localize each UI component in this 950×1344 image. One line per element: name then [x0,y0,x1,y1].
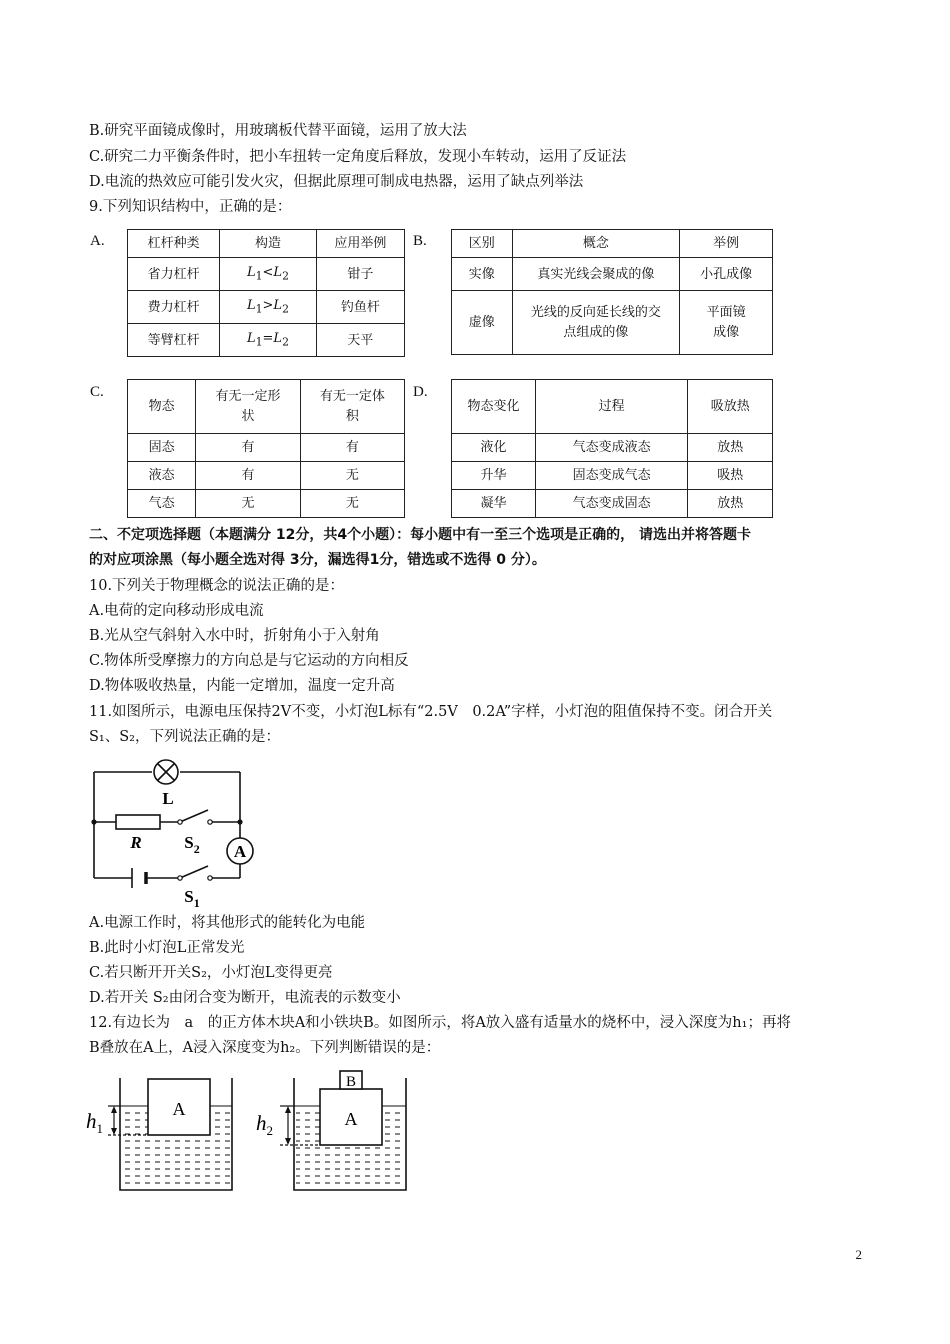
table-b-image [451,229,773,355]
table-header: 有无一定体积 [300,380,404,434]
table-a-lever [127,229,405,357]
beaker-diagrams [84,1068,414,1196]
page-number: 2 [855,1247,862,1262]
q11-option-c: C.若只断开开关S₂，小灯泡L变得更亮 [89,965,333,981]
question-12-stem-line1: 12.有边长为 a 的正方体木块A和小铁块B。如图所示，将A放入盛有适量水的烧杯中，浸入深度为h₁；再将 [89,1015,791,1031]
q11-option-b: B.此时小灯泡L正常发光 [89,940,245,956]
q11-option-d: D.若开关 S₂由闭合变为断开，电流表的示数变小 [89,990,401,1006]
table-cell: 真实光线会聚成的像 [512,258,680,291]
table-header: 有无一定形状 [196,380,300,434]
table-cell: 液态 [128,462,196,490]
question-9-stem: 9.下列知识结构中，正确的是： [89,199,292,215]
switch-contact [208,876,212,880]
switch-contact [208,820,212,824]
table-header: 举例 [680,230,773,258]
lamp-symbol [154,760,178,784]
table-header: 应用举例 [316,230,404,258]
option-c-q8: C.研究二力平衡条件时，把小车扭转一定角度后释放，发现小车转动，运用了反证法 [89,149,627,165]
table-header: 物态变化 [452,380,536,434]
table-header: 杠杆种类 [128,230,220,258]
section-2-heading-line1: 二、不定项选择题（本题满分 12分，共4个小题）：每小题中有一至三个选项是正确的， 请选出并将答题卡 [89,527,751,543]
table-cell: 有 [196,434,300,462]
table-header: 过程 [535,380,687,434]
ammeter-label: A [233,842,247,861]
table-cell: 气态变成固态 [535,490,687,518]
section-2-heading-line2: 的对应项涂黑（每小题全选对得 3分，漏选得1分，错选或不选得 0 分）。 [89,552,546,568]
table-cell: 小孔成像 [680,258,773,291]
table-cell: 等臂杠杆 [128,324,220,357]
table-cell: 费力杠杆 [128,291,220,324]
block-a-label: A [172,1099,186,1119]
q9-option-c-label: C. [90,384,104,400]
table-cell: 平面镜成像 [680,291,773,355]
q9-option-a-label: A. [90,233,105,249]
block-b-label: B [345,1074,357,1090]
question-12-stem-line2: B叠放在A上，A浸入深度变为h₂。下列判断错误的是： [89,1040,441,1056]
table-cell: 天平 [316,324,404,357]
junction-dot [237,819,242,824]
table-cell: 光线的反向延长线的交点组成的像 [512,291,680,355]
h2-label: $h_2$ [256,1111,273,1138]
table-cell: 放热 [688,490,773,518]
beaker-2 [256,1071,406,1190]
q10-option-c: C.物体所受摩擦力的方向总是与它运动的方向相反 [89,653,409,669]
table-cell: 钳子 [316,258,404,291]
switch-s1-label: $S_1$ [184,887,200,908]
question-10-stem: 10.下列关于物理概念的说法正确的是： [89,578,345,594]
beaker-1 [86,1078,232,1190]
table-cell: 固态变成气态 [535,462,687,490]
table-cell: $L_1=L_2$ [220,324,316,357]
table-header: 区别 [452,230,513,258]
table-cell: $L_1>L_2$ [220,291,316,324]
table-cell: 无 [300,462,404,490]
lamp-label: L [162,789,174,808]
table-cell: $L_1<L_2$ [220,258,316,291]
resistor-symbol [116,815,160,829]
question-11-stem-line1: 11.如图所示，电源电压保持2V不变，小灯泡L标有“2.5V 0.2A”字样，小灯泡的阻值保持不变。闭合开关 [89,704,773,720]
switch-contact [178,876,182,880]
table-cell: 虚像 [452,291,513,355]
table-header: 吸放热 [688,380,773,434]
table-cell: 省力杠杆 [128,258,220,291]
switch-s2-label: $S_2$ [184,833,200,856]
q9-option-b-label: B. [413,233,427,249]
table-cell: 液化 [452,434,536,462]
q9-option-d-label: D. [413,384,428,400]
table-cell: 无 [300,490,404,518]
table-cell: 有 [196,462,300,490]
option-d-q8: D.电流的热效应可能引发火灾，但据此原理可制成电热器，运用了缺点列举法 [89,174,584,190]
table-cell: 放热 [688,434,773,462]
question-11-stem-line2: S₁、S₂，下列说法正确的是： [89,729,280,745]
table-cell: 实像 [452,258,513,291]
circuit-diagram [88,758,263,908]
table-c-states [127,379,405,518]
table-d-phase-change [451,379,773,518]
table-cell: 气态变成液态 [535,434,687,462]
table-cell: 钓鱼杆 [316,291,404,324]
table-cell: 气态 [128,490,196,518]
table-header: 概念 [512,230,680,258]
table-cell: 固态 [128,434,196,462]
q10-option-d: D.物体吸收热量，内能一定增加，温度一定升高 [89,678,395,694]
table-cell: 升华 [452,462,536,490]
switch-contact [178,820,182,824]
table-header: 物态 [128,380,196,434]
resistor-label: R [130,833,142,852]
junction-dot [91,819,96,824]
option-b-q8: B.研究平面镜成像时，用玻璃板代替平面镜，运用了放大法 [89,123,467,139]
q11-option-a: A.电源工作时，将其他形式的能转化为电能 [89,915,366,931]
q10-option-a: A.电荷的定向移动形成电流 [89,603,264,619]
table-header: 构造 [220,230,316,258]
h1-label: $h_1$ [86,1109,103,1136]
block-a-label: A [344,1109,358,1129]
table-cell: 无 [196,490,300,518]
table-cell: 吸热 [688,462,773,490]
table-cell: 凝华 [452,490,536,518]
table-cell: 有 [300,434,404,462]
q10-option-b: B.光从空气斜射入水中时，折射角小于入射角 [89,628,380,644]
